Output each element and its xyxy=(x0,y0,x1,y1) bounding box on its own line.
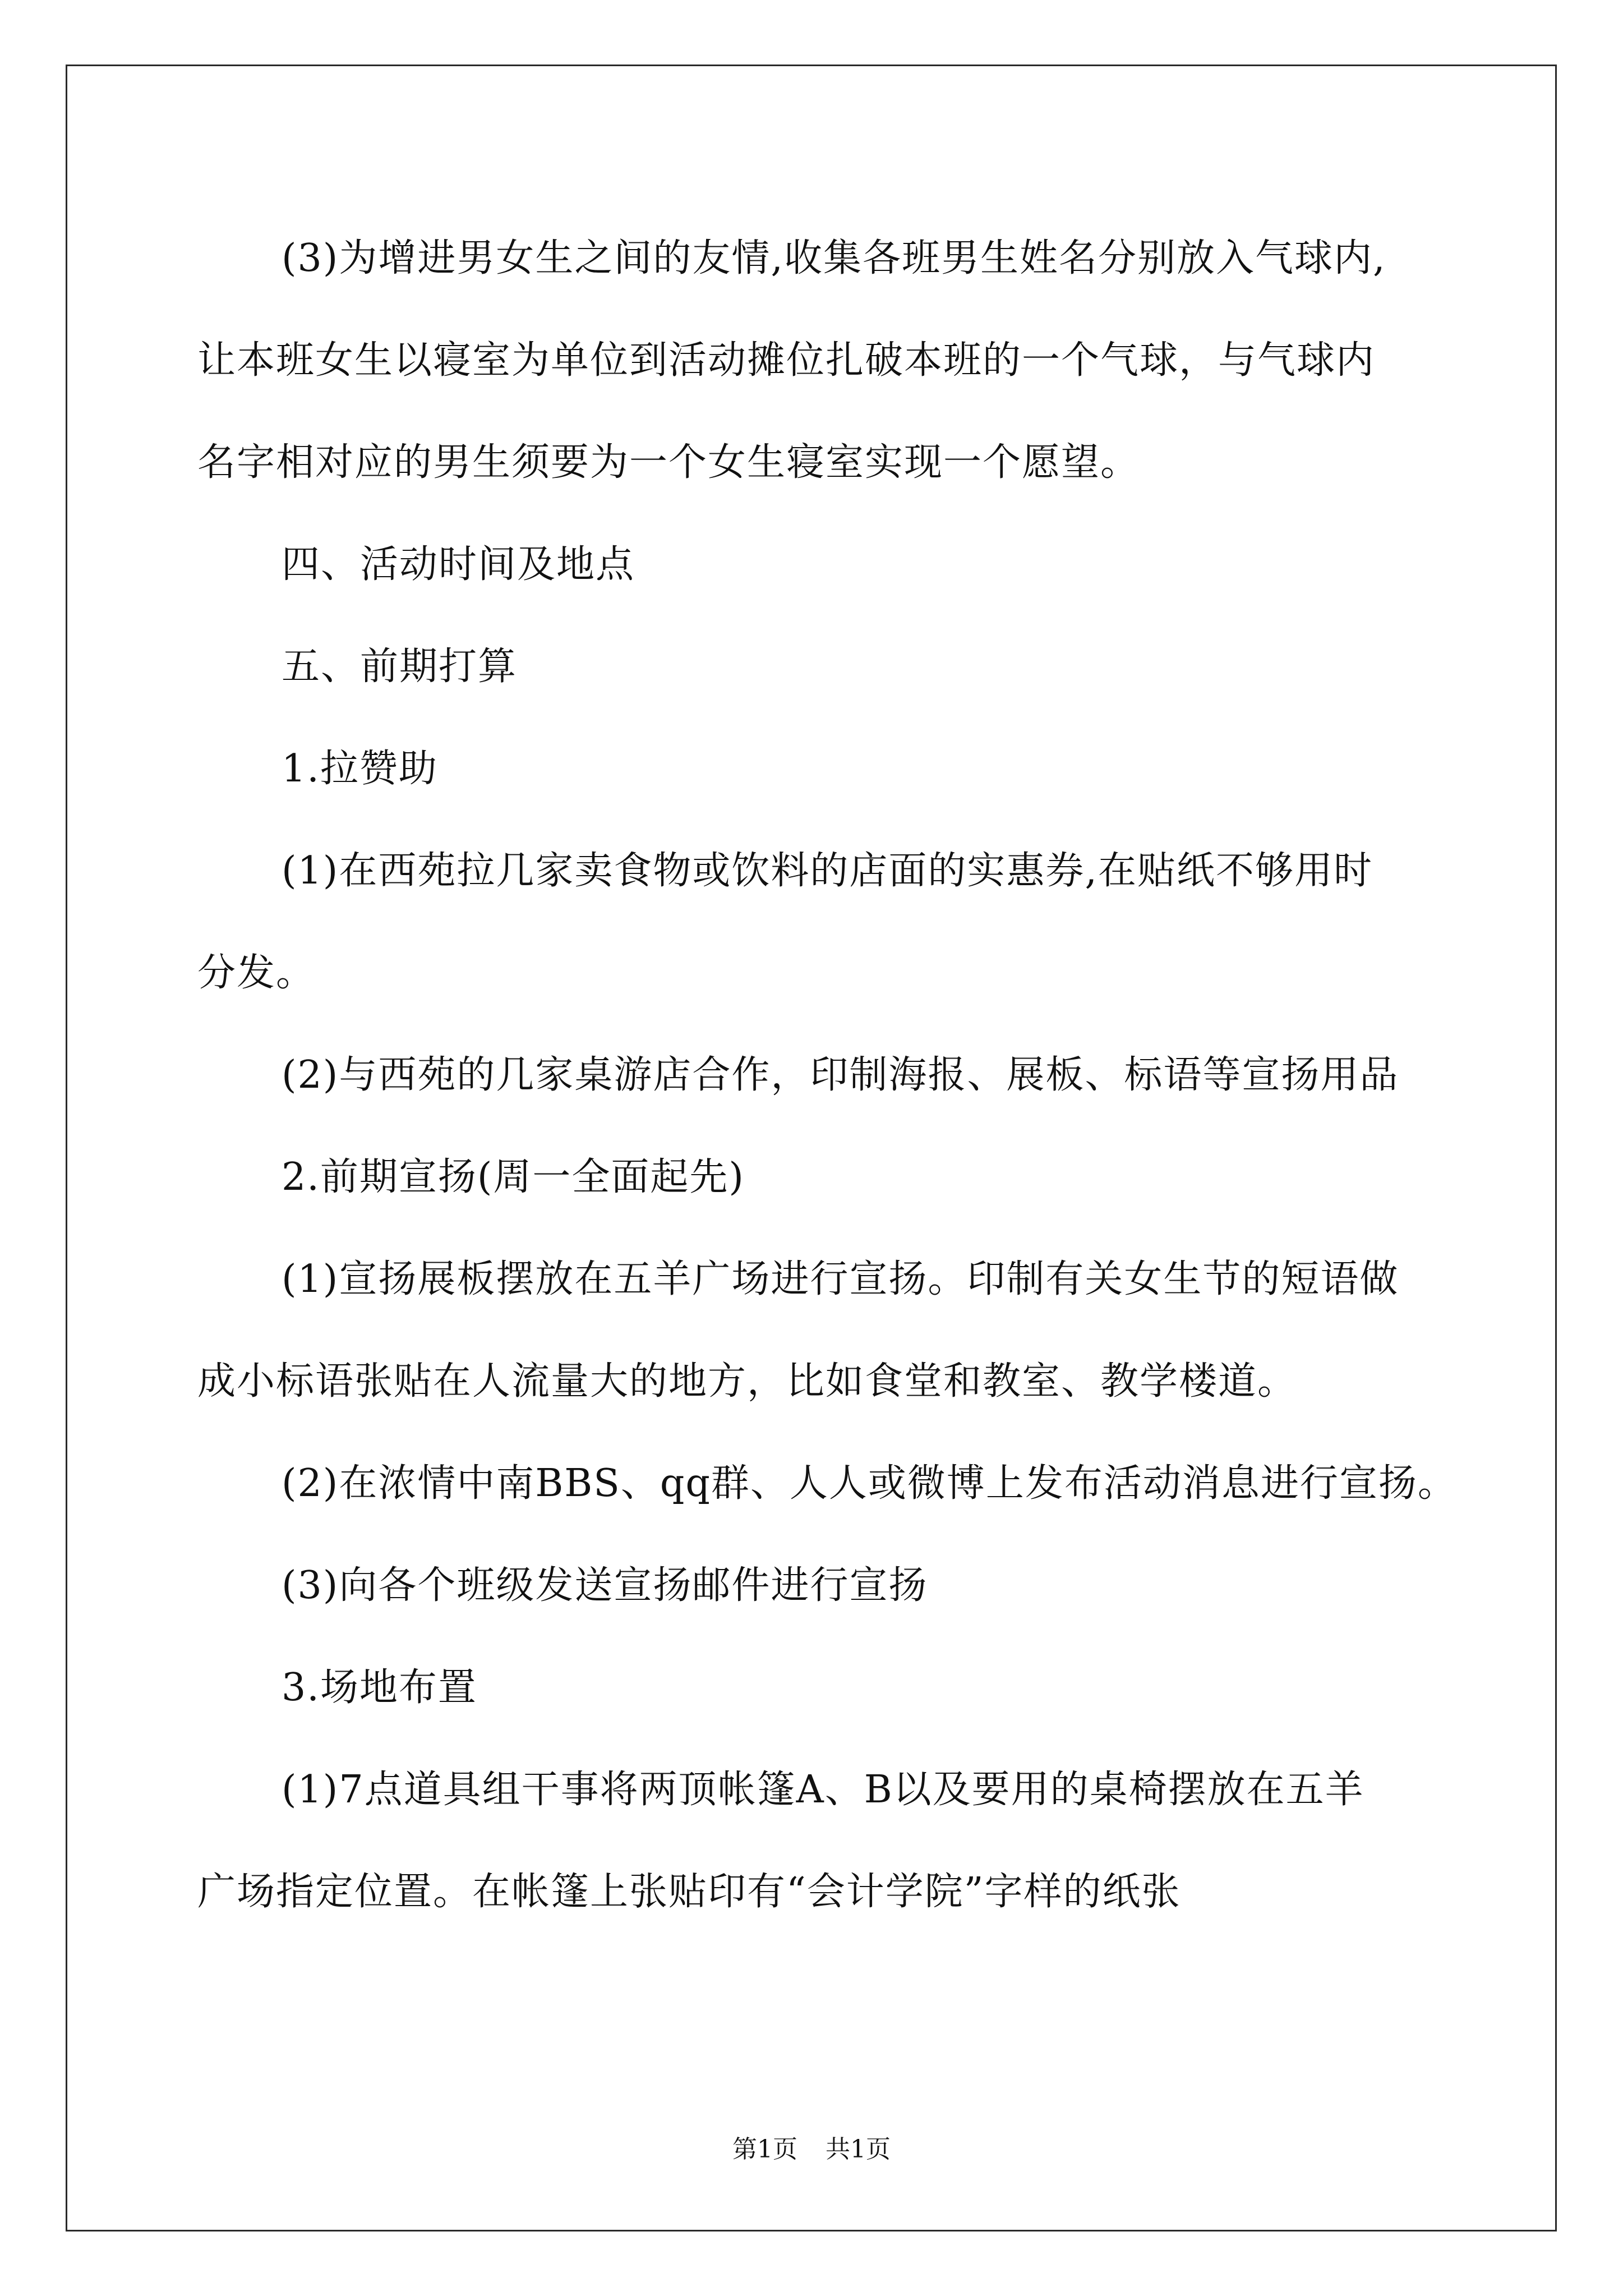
heading-time-location xyxy=(197,514,1437,616)
paragraph-boardgame-stores xyxy=(197,1024,1437,1126)
text-line: (2)与西苑的几家桌游店合作，印制海报、展板、标语等宣扬用品 xyxy=(282,1053,1399,1097)
text-line: (1)宣扬展板摆放在五羊广场进行宣扬。印制有关女生节的短语做 xyxy=(282,1257,1399,1301)
page-footer xyxy=(0,2129,1623,2165)
text-line: 3.场地布置 xyxy=(282,1665,477,1710)
text-line: (2)在浓情中南BBS、qq群、人人或微博上发布活动消息进行宣扬。 xyxy=(282,1461,1457,1506)
heading-promotion xyxy=(197,1126,1437,1228)
heading-sponsorship xyxy=(197,718,1437,820)
text-line: 五、前期打算 xyxy=(282,645,518,689)
text-line: 2.前期宣扬(周一全面起先) xyxy=(282,1155,745,1199)
text-line: 广场指定位置。在帐篷上张贴印有“会计学院”字样的纸张 xyxy=(197,1870,1181,1914)
paragraph-display-boards xyxy=(197,1228,1437,1433)
heading-venue-setup xyxy=(197,1637,1437,1739)
text-line: (3)为增进男女生之间的友情,收集各班男生姓名分别放入气球内, xyxy=(282,236,1386,280)
paragraph-balloon-activity xyxy=(197,208,1437,514)
text-line: 四、活动时间及地点 xyxy=(282,542,635,587)
page-number: 第1页 xyxy=(732,2135,797,2164)
text-line: 让本班女生以寝室为单位到活动摊位扎破本班的一个气球，与气球内 xyxy=(197,338,1376,383)
text-line: (3)向各个班级发送宣扬邮件进行宣扬 xyxy=(282,1563,928,1608)
text-line: 成小标语张贴在人流量大的地方，比如食堂和教室、教学楼道。 xyxy=(197,1359,1297,1404)
paragraph-coupons xyxy=(197,820,1437,1024)
paragraph-email-promotion xyxy=(197,1535,1437,1637)
text-line: 名字相对应的男生须要为一个女生寝室实现一个愿望。 xyxy=(197,440,1140,485)
text-line: 1.拉赞助 xyxy=(282,747,438,791)
text-line: (1)在西苑拉几家卖食物或饮料的店面的实惠券,在贴纸不够用时 xyxy=(282,849,1373,893)
text-line: 分发。 xyxy=(197,951,316,995)
paragraph-online-promotion xyxy=(197,1433,1457,1535)
paragraph-tents xyxy=(197,1739,1437,1943)
page-total: 共1页 xyxy=(826,2135,891,2164)
heading-preparation xyxy=(197,616,1437,718)
text-line: (1)7点道具组干事将两顶帐篷A、B以及要用的桌椅摆放在五羊 xyxy=(282,1768,1364,1812)
document-body xyxy=(197,208,1457,1943)
